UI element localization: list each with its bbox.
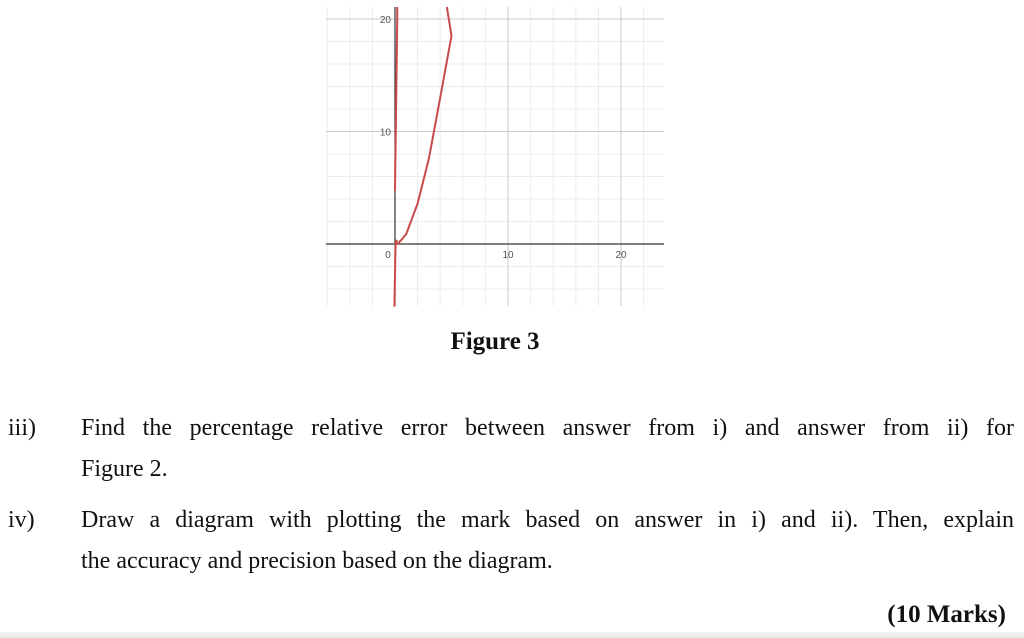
curve-segment	[397, 8, 451, 244]
figure-caption: Figure 3	[450, 328, 540, 355]
question-line: Find the percentage relative error between answer from i) and answer from ii) for	[81, 415, 1014, 441]
question-line: the accuracy and precision based on the diagram.	[81, 548, 553, 574]
question-text	[81, 408, 1014, 490]
question-number: iv)	[8, 507, 35, 533]
y-tick-label: 20	[379, 15, 391, 26]
axes	[326, 7, 664, 306]
tick-labels	[380, 15, 627, 261]
x-tick-label: 0	[385, 250, 391, 261]
curve-segment	[394, 241, 396, 306]
minor-grid	[326, 7, 664, 306]
question-number: iii)	[8, 415, 36, 441]
major-grid	[326, 7, 664, 306]
question-text	[81, 500, 1014, 582]
question-line: Figure 2.	[81, 456, 168, 482]
marks-label: (10 Marks)	[887, 601, 1006, 628]
question-line: Draw a diagram with plotting the mark based on answer in i) and ii). Then, explain	[81, 507, 1014, 533]
plotted-curves	[394, 8, 451, 306]
x-tick-label: 10	[502, 250, 514, 261]
page-edge	[0, 632, 1024, 638]
y-tick-label: 10	[379, 127, 391, 139]
x-tick-label: 20	[615, 250, 627, 261]
